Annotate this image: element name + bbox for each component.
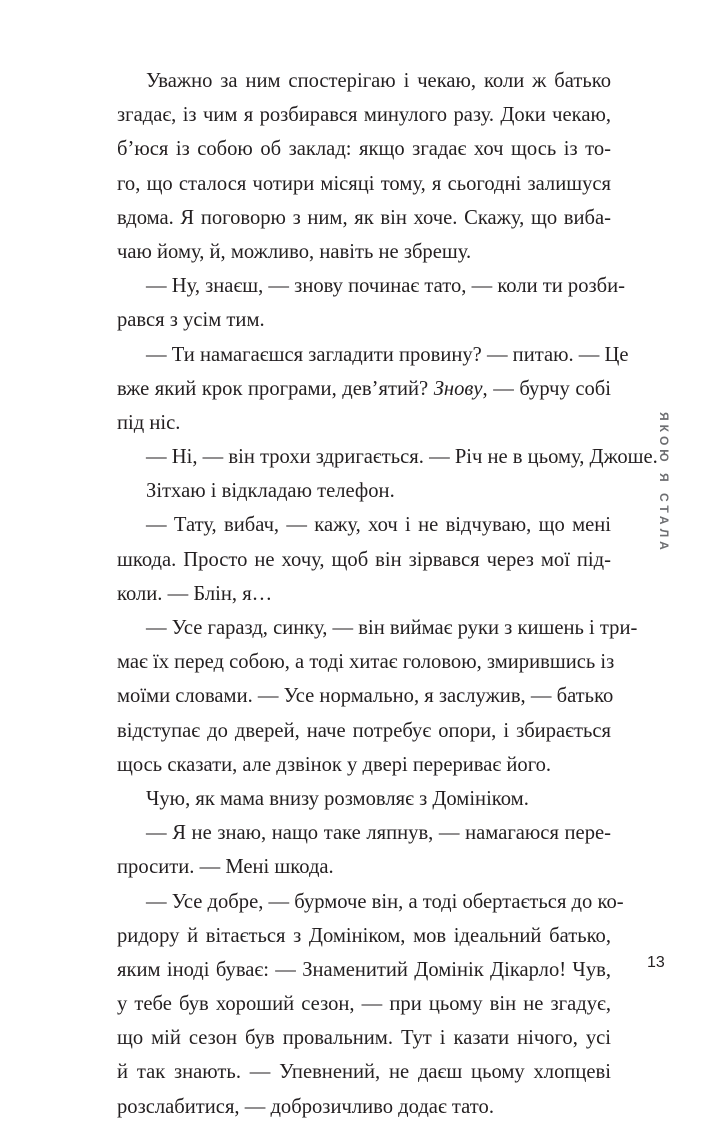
text-line: — Ні, — він трохи здригається. — Річ не в цьому, Джоше. bbox=[146, 446, 658, 469]
text-line: — Усе добре, — бурмоче він, а тоді обертається до ко- bbox=[146, 890, 624, 913]
emphasis-word: Знову bbox=[433, 377, 483, 400]
running-head: ЯКОЮ Я СТАЛА bbox=[657, 412, 671, 554]
text-line: Зітхаю і відкладаю телефон. bbox=[146, 480, 395, 503]
text-line: згадає, із чим я розбирався минулого разу. Доки чекаю, bbox=[117, 104, 611, 127]
text-line: відступає до дверей, наче потребує опори, і збирається bbox=[117, 719, 611, 742]
text-line: щось сказати, але дзвінок у двері перериває його. bbox=[117, 753, 552, 776]
text-line: просити. — Мені шкода. bbox=[117, 856, 334, 879]
text-line: рався з усім тим. bbox=[117, 309, 265, 332]
text-line: шкода. Просто не хочу, щоб він зірвався через мої під- bbox=[117, 548, 611, 571]
text-line: — Тату, вибач, — кажу, хоч і не відчуваю, що мені bbox=[146, 514, 611, 537]
text-line: го, що сталося чотири місяці тому, я сьогодні залишуся bbox=[117, 172, 611, 195]
text-line: у тебе був хороший сезон, — при цьому він не згадує, bbox=[117, 993, 611, 1016]
text-line: й так знають. — Упевнений, не даєш цьому хлопцеві bbox=[117, 1061, 611, 1084]
text-line: Уважно за ним спостерігаю і чекаю, коли ж батько bbox=[146, 70, 611, 92]
text-line: ридору й вітається з Домініком, мов ідеальний батько, bbox=[117, 924, 611, 947]
text-fragment: , — бурчу собі bbox=[482, 377, 611, 400]
page-number: 13 bbox=[647, 954, 665, 971]
text-line: моїми словами. — Усе нормально, я заслужив, — батько bbox=[117, 685, 614, 708]
text-line: Чую, як мама внизу розмовляє з Домініком. bbox=[146, 787, 529, 810]
text-line: має їх перед собою, а тоді хитає головою, змирившись із bbox=[117, 651, 615, 674]
text-line: — Я не знаю, нащо таке ляпнув, — намагаюся пере- bbox=[146, 822, 611, 845]
text-line: коли. — Блін, я… bbox=[117, 582, 273, 605]
text-fragment: вже який крок програми, дев’ятий? bbox=[117, 377, 434, 400]
text-line: яким іноді буває: — Знаменитий Домінік Дікарло! Чув, bbox=[117, 958, 611, 981]
text-line: чаю йому, й, можливо, навіть не збрешу. bbox=[117, 240, 472, 263]
text-line: вдома. Я поговорю з ним, як він хоче. Скажу, що виба- bbox=[117, 206, 611, 229]
text-line: б’юся із собою об заклад: якщо згадає хоч щось із то- bbox=[117, 138, 611, 161]
text-line: — Ти намагаєшся загладити провину? — питаю. — Це bbox=[146, 343, 629, 366]
text-line bbox=[117, 372, 611, 406]
text-line: що мій сезон був провальним. Тут і казати нічого, усі bbox=[117, 1027, 611, 1050]
text-line: розслабитися, — доброзичливо додає тато. bbox=[117, 1095, 494, 1118]
text-line: — Усе гаразд, синку, — він виймає руки з кишень і три- bbox=[146, 617, 638, 639]
text-line: — Ну, знаєш, — знову починає тато, — коли ти розби- bbox=[146, 275, 626, 298]
text-line: під ніс. bbox=[117, 411, 181, 434]
